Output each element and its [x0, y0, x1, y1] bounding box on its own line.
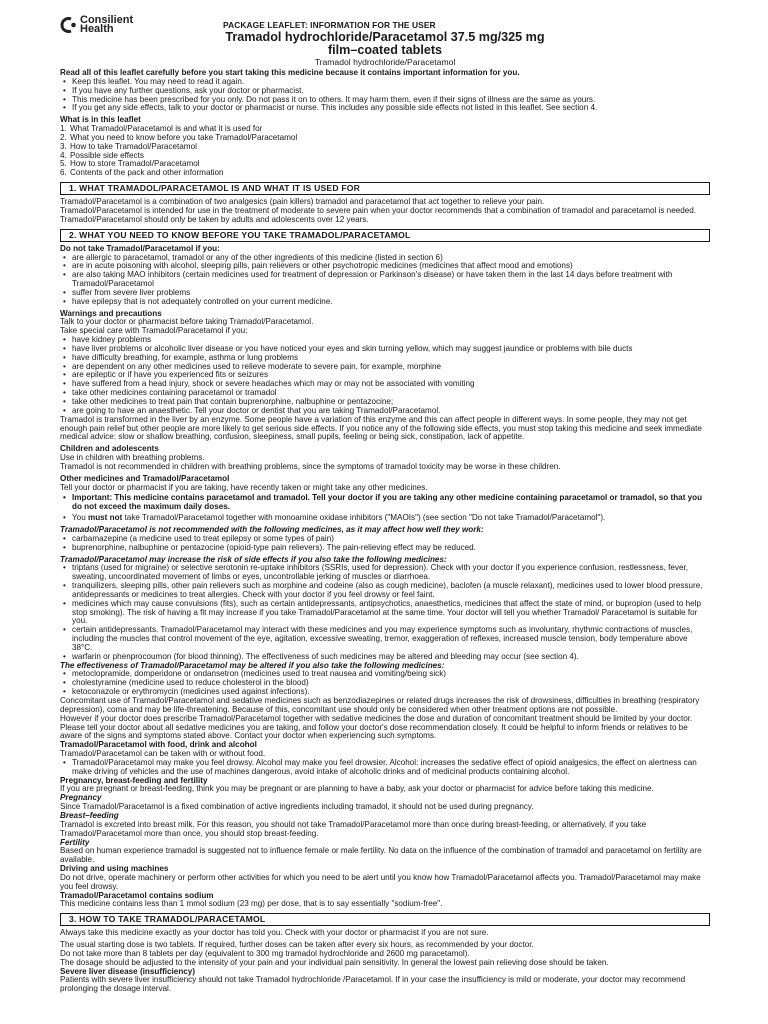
paragraph: Please tell your doctor about all sedative medicines you are taking, and follow your doctor's dose recommendation closely. It could be helpful to inform friends or relatives to be aware of the signs and symptoms stated above. Contact your doctor when experiencing such symptoms. — [60, 722, 688, 741]
paragraph: Concomitant use of Tramadol/Paracetamol and sedative medicines such as benzodiazepines or related drugs increases the risk of drowsiness, difficulties in breathing (respiratory depression), coma and may be life-threatening. Because of this, concomitant use should only be considered when other treatment options are not possible. — [60, 696, 700, 714]
list-item: • take other medicines containing paracetamol or tramadol — [72, 389, 710, 398]
breast-feeding-heading: Breast–feeding — [60, 810, 119, 820]
food-list — [60, 759, 710, 777]
paragraph: If you are pregnant or breast-feeding, think you may be pregnant or are planning to have a baby, ask your doctor or pharmacist for advice before taking this medicine. — [60, 784, 654, 794]
list-item: • certain antidepressants. Tramadol/Paracetamol may interact with these medicines and you may experience symptoms such as involuntary, rhythmic contractions of muscles, including the muscles that control movement of the eye, agitation, excessive sweating, tremor, exaggeration of reflexes, increased muscle tension, body temperature above 38°C. — [72, 626, 710, 653]
paragraph: Tramadol is excreted into breast milk. For this reason, you should not take Tramadol/Paracetamol more than once during breast-feeding, or alternatively, if you take Tramadol/Paracetamol more than once, you should stop breast-feeding. — [60, 819, 647, 838]
pregnancy-fertility-heading: Pregnancy, breast-feeding and fertility — [60, 775, 208, 785]
risk-list — [60, 564, 710, 661]
section-2-heading: 2. WHAT YOU NEED TO KNOW BEFORE YOU TAKE TRAMADOL/PARACETAMOL — [60, 229, 710, 242]
list-item: • are in acute poisoning with alcohol, sleeping pills, pain relievers or other psychotropic medicines (medicines that affect mood and emotions) — [72, 262, 710, 271]
maoi-note: • You must not take Tramadol/Paracetamol together with monoamine oxidase inhibitors ("MAOIs") (see section "Do not take Tramadol/Paracetamol"). — [72, 514, 710, 523]
effectiveness-list — [60, 670, 710, 697]
paragraph: Do not drive, operate machinery or perform other activities for which you need to be alert until you know how Tramadol/Paracetamol affects you. Tramadol/Paracetamol may make you feel drowsy. — [60, 872, 701, 891]
paragraph: Always take this medicine exactly as your doctor has told you. Check with your doctor or pharmacist if you are not sure. — [60, 928, 489, 938]
list-item: • have suffered from a head injury, shock or severe headaches which may or may not be associated with vomiting — [72, 380, 710, 389]
list-item: • cholestyramine (medicine used to reduce cholesterol in the blood) — [72, 679, 710, 688]
paragraph: Tramadol/Paracetamol can be taken with or without food. — [60, 749, 266, 759]
product-title-line1: Tramadol hydrochloride/Paracetamol 37.5 mg/325 mg — [225, 30, 545, 44]
other-medicines-heading: Other medicines and Tramadol/Paracetamol — [60, 473, 230, 483]
paragraph: Tramadol/Paracetamol should only be taken by adults and adolescents over 12 years. — [60, 214, 369, 224]
toc-list — [60, 125, 710, 178]
do-not-take-heading: Do not take Tramadol/Paracetamol if you: — [60, 243, 220, 253]
warnings-list — [60, 336, 710, 416]
paragraph: However if your doctor does prescribe Tramadol/Paracetamol together with sedative medicines the dose and duration of concomitant treatment should be limited by your doctor. — [60, 713, 693, 723]
list-item: • Tramadol/Paracetamol may make you feel drowsy. Alcohol may make you feel drowsier. Alcohol: increases the sedative effect of opioid analgesics, the effect on alertness can make driving of vehicles and the use of machines dangerous, avoid intake of alcoholic drinks and of medicinal products containing alcohol. — [72, 759, 710, 777]
leaflet-content — [60, 31, 710, 994]
list-item: • are epileptic or if have you experienced fits or seizures — [72, 371, 710, 380]
risk-heading: Tramadol/Paracetamol may increase the risk of side effects if you also take the following medicines: — [60, 554, 447, 564]
list-item: • suffer from severe liver problems — [72, 289, 710, 298]
product-subtitle: Tramadol hydrochloride/Paracetamol — [314, 57, 456, 67]
sodium-heading: Tramadol/Paracetamol contains sodium — [60, 890, 214, 900]
fertility-heading: Fertility — [60, 837, 90, 847]
warnings-heading: Warnings and precautions — [60, 308, 162, 318]
toc-item: 1. What Tramadol/Paracetamol is and what it is used for — [60, 124, 263, 134]
list-item: • If you have any further questions, ask your doctor or pharmacist. — [72, 87, 710, 96]
toc-item: 5. How to store Tramadol/Paracetamol — [60, 159, 200, 169]
toc-heading: What is in this leaflet — [60, 115, 141, 125]
not-recommended-heading: Tramadol/Paracetamol is not recommended with the following medicines, as it may affect how well they work: — [60, 524, 484, 534]
paragraph: Tramadol is not recommended in children with breathing problems, since the symptoms of tramadol toxicity may be worse in these children. — [60, 461, 561, 471]
effectiveness-heading: The effectiveness of Tramadol/Paracetamol may be altered if you also take the following medicines: — [60, 660, 445, 670]
list-item: • have difficulty breathing, for example, asthma or lung problems — [72, 354, 710, 363]
list-item: • triptans (used for migraine) or selective serotonin re-uptake inhibitors (SSRIs, used for depression). Check with your doctor if you experience confusion, restlessness, fever, sweating, uncoordinated movement of limbs or eyes, uncontrollable jerking of muscles or diarrhoea. — [72, 564, 710, 582]
section-3-heading: 3. HOW TO TAKE TRAMADOL/PARACETAMOL — [60, 913, 710, 926]
important-note: • Important: This medicine contains paracetamol and tramadol. Tell your doctor if you are taking any other medicine containing paracetamol or tramadol, so that you do not exceed the maximum daily doses. — [72, 494, 710, 512]
children-heading: Children and adolescents — [60, 444, 159, 454]
list-item: • tranquilizers, sleeping pills, other pain relievers such as morphine and codeine (also as cough medicine), baclofen (a muscle relaxant), medicines used to lower blood pressure, antidepressants or medicines to treat allergies. Check with your doctor if you feel drowsy or feel faint. — [72, 582, 710, 600]
toc-item: 3. How to take Tramadol/Paracetamol — [60, 141, 197, 151]
paragraph: Patients with severe liver insufficiency should not take Tramadol hydrochloride /Paracetamol. If in your case the insufficiency is mild or moderate, your doctor may recommend prolonging the dosage interval. — [60, 975, 686, 994]
intro-heading: Read all of this leaflet carefully before you start taking this medicine because it contains important information for you. — [60, 68, 520, 77]
list-item: • Keep this leaflet. You may need to read it again. — [72, 78, 710, 87]
paragraph: Do not take more than 8 tablets per day (equivalent to 300 mg tramadol hydrochloride and 2600 mg paracetamol). — [60, 948, 470, 958]
paragraph: Talk to your doctor or pharmacist before taking Tramadol/Paracetamol. — [60, 317, 314, 327]
paragraph: Since Tramadol/Paracetamol is a fixed combination of active ingredients including tramadol, it should not be used during pregnancy. — [60, 802, 534, 812]
list-item: • have liver problems or alcoholic liver disease or you have noticed your eyes and skin turning yellow, which may suggest jaundice or problems with bile ducts — [72, 345, 710, 354]
toc-item: 2. What you need to know before you take Tramadol/Paracetamol — [60, 132, 298, 142]
section-1-heading: 1. WHAT TRAMADOL/PARACETAMOL IS AND WHAT IT IS USED FOR — [60, 182, 710, 195]
leaflet-header-label: PACKAGE LEAFLET: INFORMATION FOR THE USER — [223, 20, 436, 30]
list-item: • If you get any side effects, talk to your doctor or pharmacist or nurse. This includes any possible side effects not listed in this leaflet. See section 4. — [72, 104, 710, 113]
paragraph: Take special care with Tramadol/Paracetamol if you: — [60, 326, 248, 336]
list-item: • buprenorphine, nalbuphine or pentazocine (opioid-type pain relievers). The pain-relieving effect may be reduced. — [72, 544, 710, 553]
toc-item: 4. Possible side effects — [60, 150, 144, 160]
do-not-take-list — [60, 254, 710, 307]
list-item: • are dependent on any other medicines used to relieve moderate to severe pain, for example, morphine — [72, 363, 710, 372]
driving-heading: Driving and using machines — [60, 864, 169, 874]
list-item: • are going to have an anaesthetic. Tell your doctor or dentist that you are taking Tramadol/Paracetamol. — [72, 407, 710, 416]
paragraph: This medicine contains less than 1 mmol sodium (23 mg) per dose, that is to say essentially "sodium-free". — [60, 899, 443, 909]
liver-disease-heading: Severe liver disease (insufficiency) — [60, 966, 196, 976]
toc-item: 6. Contents of the pack and other information — [60, 168, 224, 178]
logo-sub: Health — [80, 23, 114, 35]
paragraph: The usual starting dose is two tablets. If required, further doses can be taken after every six hours, as recommended by your doctor. — [60, 940, 534, 950]
list-item: • have epilepsy that is not adequately controlled on your current medicine. — [72, 298, 710, 307]
list-item: • carbamazepine (a medicine used to treat epilepsy or some types of pain) — [72, 535, 710, 544]
product-title-line2: film–coated tablets — [327, 42, 443, 57]
list-item: • warfarin or phenprocoumon (for blood thinning). The effectiveness of such medicines may be altered and bleeding may occur (see section 4). — [72, 653, 710, 662]
list-item: • ketoconazole or erythromycin (medicines used against infections). — [72, 688, 710, 697]
paragraph: Tramadol/Paracetamol is intended for use in the treatment of moderate to severe pain when your doctor recommends that a combination of tramadol and paracetamol is needed. — [60, 205, 697, 215]
not-recommended-list — [60, 535, 710, 553]
important-list — [60, 494, 710, 523]
list-item: • have kidney problems — [72, 336, 710, 345]
food-heading: Tramadol/Paracetamol with food, drink and alcohol — [60, 740, 257, 750]
list-item: • take other medicines to treat pain that contain buprenorphine, nalbuphine or pentazocine; — [72, 398, 710, 407]
paragraph: Tramadol is transformed in the liver by an enzyme. Some people have a variation of this enzyme and this can affect people in different ways. In some people, they may not get enough pain relief but other people are more likely to get serious side effects. If you notice any of the following side effects, you must stop taking this medicine and seek immediate medical advice: slow or shallow breathing, confusion, sleepiness, small pupils, feeling or being sick, constipation, lack of appetite. — [60, 414, 702, 442]
paragraph: Tramadol/Paracetamol is a combination of two analgesics (pain killers) tramadol and paracetamol that act together to relieve your pain. — [60, 197, 545, 207]
paragraph: Based on human experience tramadol is suggested not to influence female or male fertility. No data on the influence of the combination of tramadol and paracetamol on fertility are available. — [60, 846, 702, 865]
logo-name: Consilient — [80, 14, 134, 26]
list-item: • medicines which may cause convulsions (fits), such as certain antidepressants, antipsychotics, anaesthetics, medicines that affect the state of mind, or bupropion (used to help stop smoking). The risk of having a fit may increase if you take Tramadol/Paracetamol at the same time. Your doctor will tell you whether Tramadol/ Paracetamol is suitable for you. — [72, 600, 710, 627]
list-item: • are also taking MAO inhibitors (certain medicines used for treatment of depression or Parkinson's disease) or have taken them in the last 14 days before treatment with Tramadol/Paracetamol — [72, 271, 710, 289]
paragraph: The dosage should be adjusted to the intensity of your pain and your individual pain sensitivity. In general the lowest pain relieving dose should be taken. — [60, 957, 609, 967]
paragraph: Use in children with breathing problems. — [60, 453, 205, 463]
list-item: • This medicine has been prescribed for you only. Do not pass it on to others. It may harm them, even if their signs of illness are the same as yours. — [72, 96, 710, 105]
paragraph: Tell your doctor or pharmacist if you are taking, have recently taken or might take any other medicines. — [60, 482, 428, 492]
pregnancy-heading: Pregnancy — [60, 793, 102, 803]
list-item: • metoclopramide, domperidone or ondansetron (medicines used to treat nausea and vomiting/being sick) — [72, 670, 710, 679]
intro-list — [60, 78, 710, 113]
list-item: • are allergic to paracetamol, tramadol or any of the other ingredients of this medicine (listed in section 6) — [72, 254, 710, 263]
